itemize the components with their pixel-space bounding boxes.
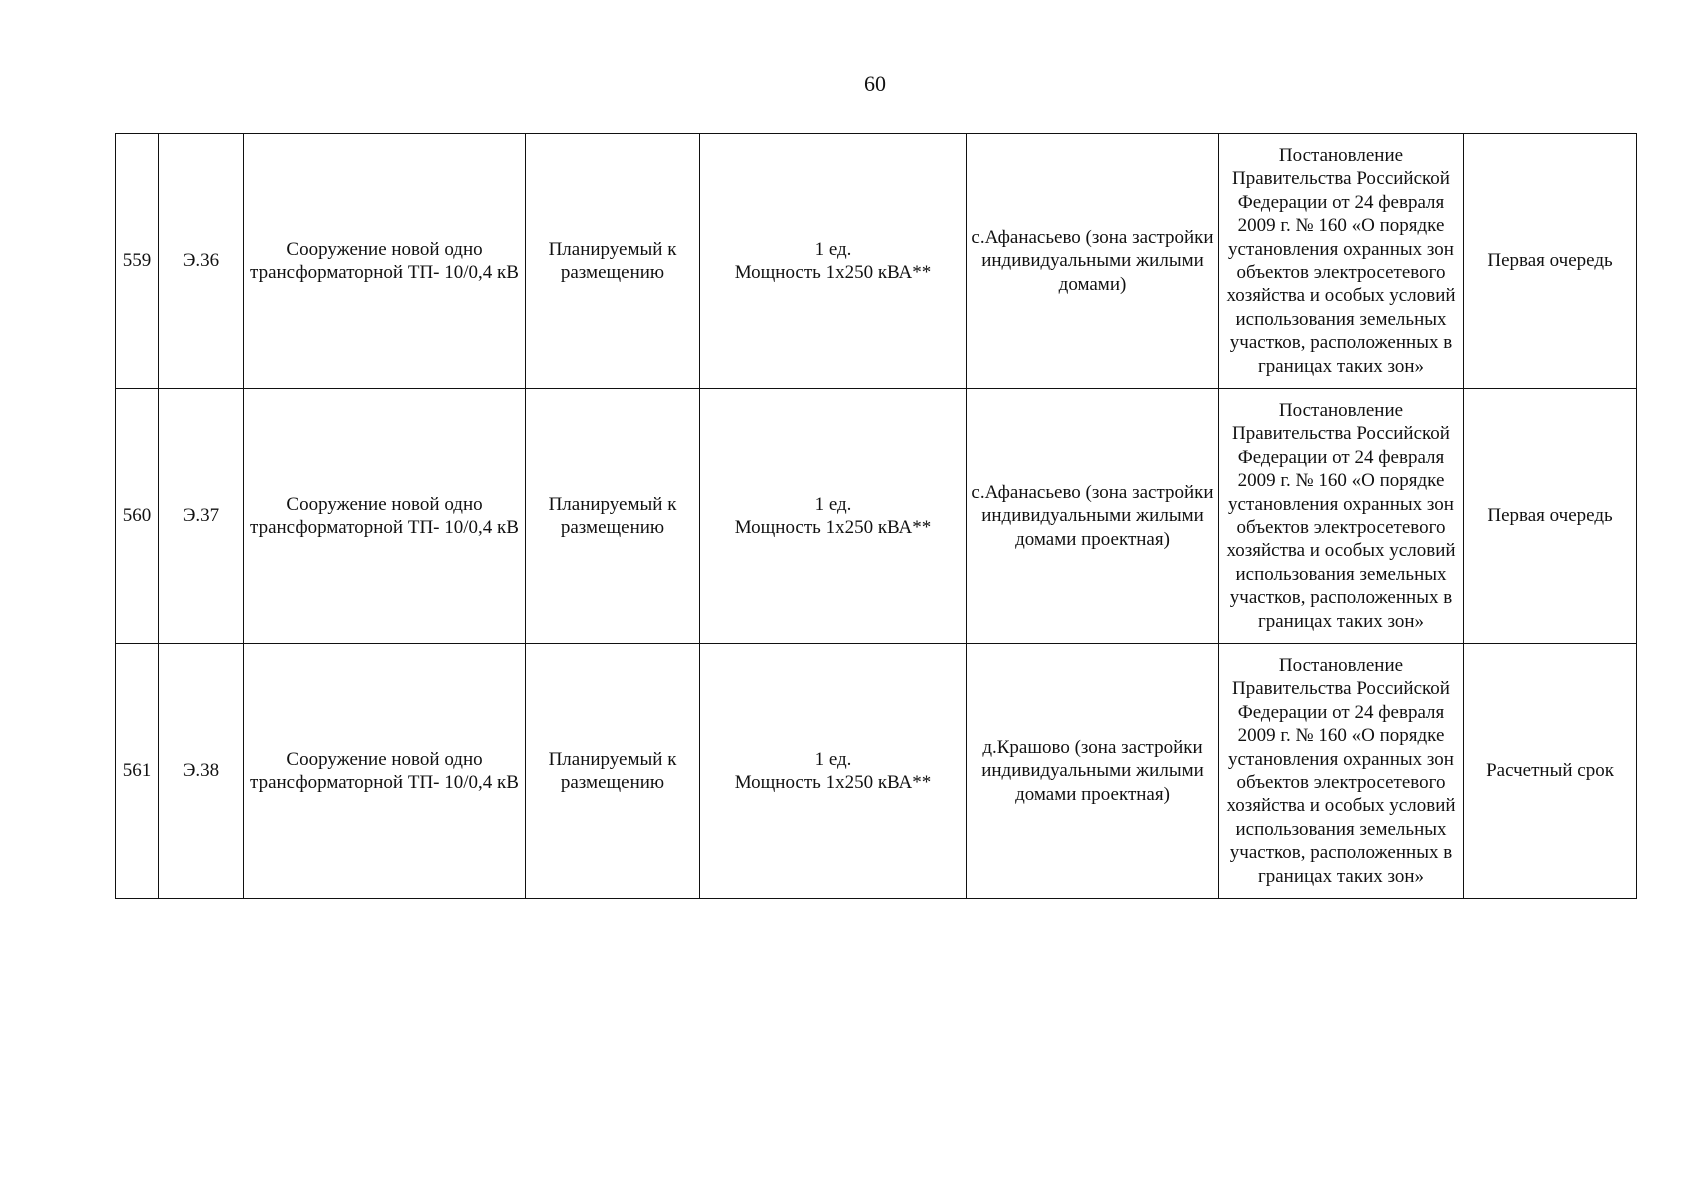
object-name: Сооружение новой одно трансформаторной ТП- 10/0,4 кВ	[244, 389, 526, 644]
object-regulation: Постановление Правительства Российской Федерации от 24 февраля 2009 г. № 160 «О порядке установления охранных зон объектов электросетевого хозяйства и особых условий использования земельных участков, расположенных в границах таких зон»	[1219, 389, 1464, 644]
characteristics-power: Мощность 1х250 кВА**	[734, 262, 932, 283]
object-status: Планируемый к размещению	[526, 644, 700, 899]
object-status: Планируемый к размещению	[526, 134, 700, 389]
object-characteristics	[700, 644, 967, 899]
table-row	[116, 644, 1637, 899]
row-index: 561	[116, 644, 159, 899]
object-term: Первая очередь	[1464, 134, 1637, 389]
object-code: Э.37	[159, 389, 244, 644]
characteristics-count: 1 ед.	[814, 493, 852, 515]
page-number: 60	[864, 71, 886, 96]
object-location: с.Афанасьево (зона застройки индивидуальными жилыми домами)	[967, 134, 1219, 389]
characteristics-count: 1 ед.	[814, 748, 852, 770]
object-term: Расчетный срок	[1464, 644, 1637, 899]
object-location: с.Афанасьево (зона застройки индивидуальными жилыми домами проектная)	[967, 389, 1219, 644]
object-code: Э.36	[159, 134, 244, 389]
object-term: Первая очередь	[1464, 389, 1637, 644]
objects-table	[115, 133, 1637, 899]
object-status: Планируемый к размещению	[526, 389, 700, 644]
row-index: 560	[116, 389, 159, 644]
table-row	[116, 389, 1637, 644]
object-characteristics	[700, 389, 967, 644]
characteristics-count: 1 ед.	[814, 238, 852, 260]
table-row	[116, 134, 1637, 389]
object-regulation: Постановление Правительства Российской Федерации от 24 февраля 2009 г. № 160 «О порядке установления охранных зон объектов электросетевого хозяйства и особых условий использования земельных участков, расположенных в границах таких зон»	[1219, 644, 1464, 899]
object-code: Э.38	[159, 644, 244, 899]
object-name: Сооружение новой одно трансформаторной ТП- 10/0,4 кВ	[244, 134, 526, 389]
row-index: 559	[116, 134, 159, 389]
object-characteristics	[700, 134, 967, 389]
object-location: д.Крашово (зона застройки индивидуальными жилыми домами проектная)	[967, 644, 1219, 899]
object-name: Сооружение новой одно трансформаторной ТП- 10/0,4 кВ	[244, 644, 526, 899]
characteristics-power: Мощность 1х250 кВА**	[734, 772, 932, 793]
characteristics-power: Мощность 1х250 кВА**	[734, 517, 932, 538]
object-regulation: Постановление Правительства Российской Федерации от 24 февраля 2009 г. № 160 «О порядке установления охранных зон объектов электросетевого хозяйства и особых условий использования земельных участков, расположенных в границах таких зон»	[1219, 134, 1464, 389]
